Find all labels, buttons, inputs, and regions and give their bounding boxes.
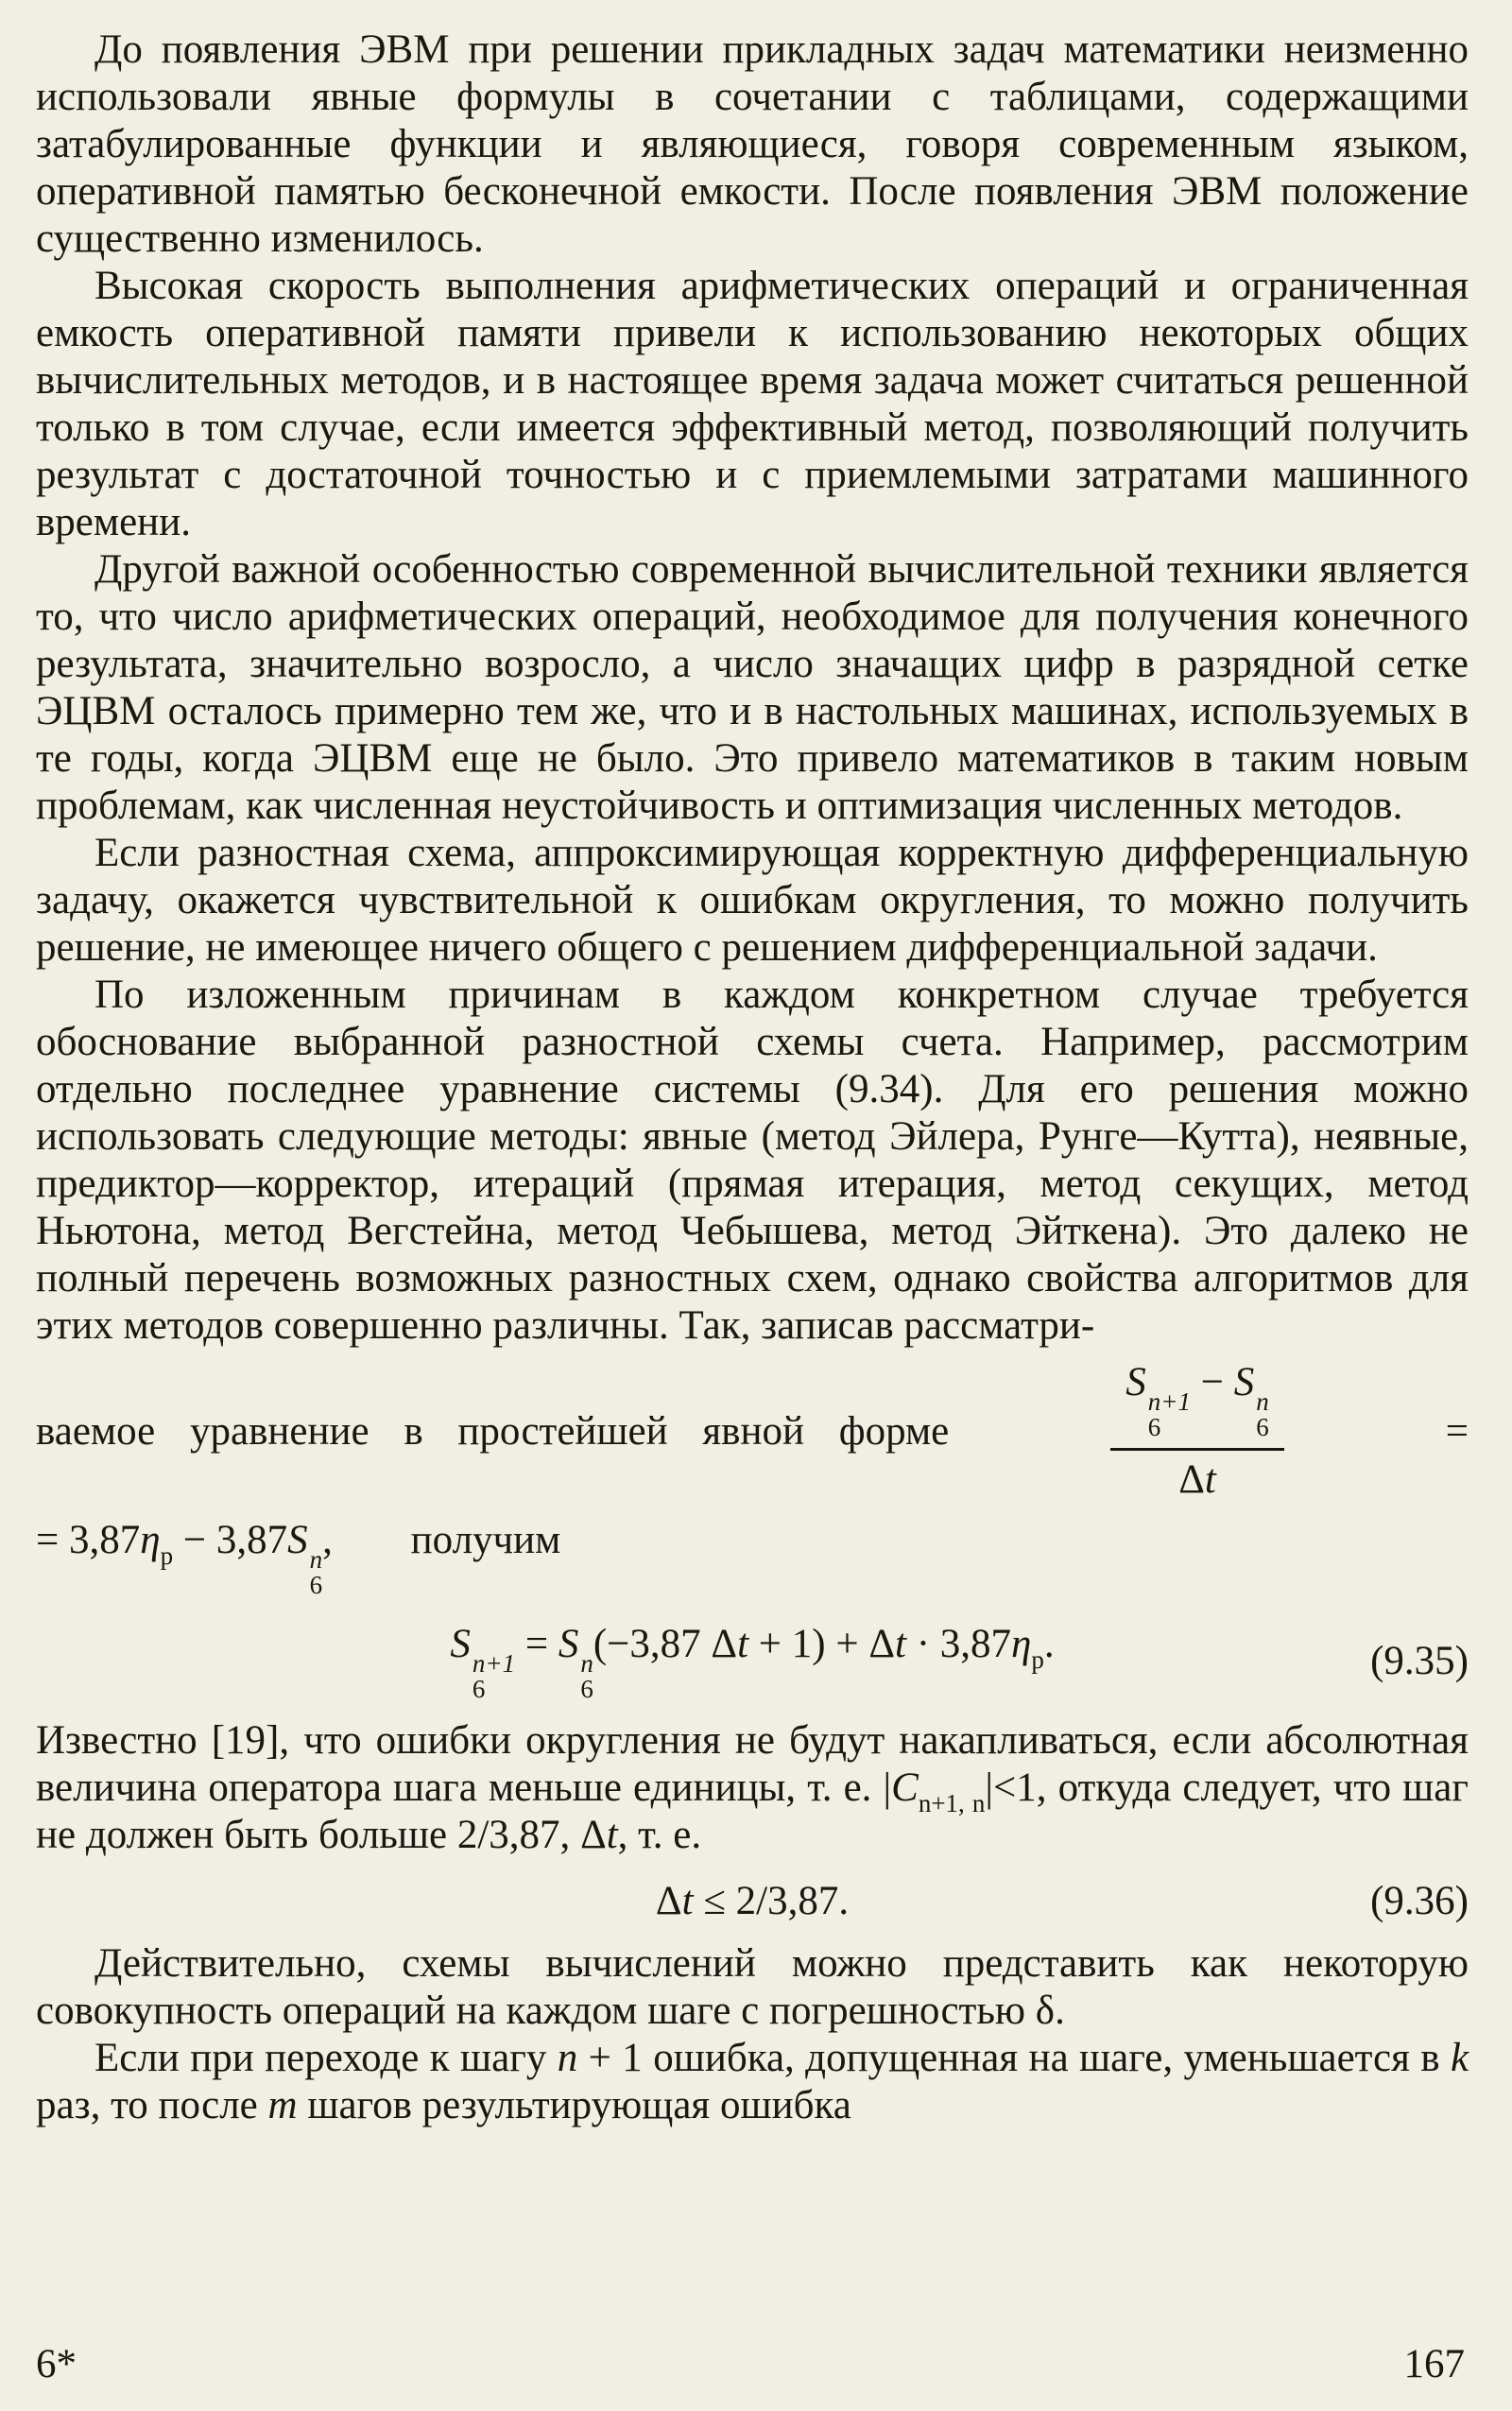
superscript: n — [580, 1649, 593, 1678]
equation-9-35 — [36, 1621, 1469, 1702]
subscript: 6 — [309, 1571, 323, 1599]
var-eta: η — [140, 1518, 161, 1562]
text: , т. е. — [617, 1813, 702, 1857]
paragraph-6 — [36, 1717, 1469, 1859]
inline-math-step-operator — [883, 1765, 1047, 1817]
equation-body — [450, 1622, 1055, 1703]
subscript: p — [160, 1541, 174, 1570]
math-text: = 3,87 — [36, 1518, 141, 1562]
math-text: + 1 — [588, 2036, 643, 2080]
supsub — [580, 1651, 593, 1702]
fraction-denominator — [1178, 1451, 1216, 1504]
superscript: n+1 — [1147, 1387, 1191, 1416]
equation-number: (9.35) — [1370, 1639, 1469, 1683]
subscript: 6 — [472, 1675, 486, 1703]
text: Известно [19], что ошибки округления не будут накапливаться, если абсолютная величина оператора шага меньше единицы, т. е. — [36, 1718, 1469, 1810]
subscript: 6 — [1147, 1413, 1161, 1441]
math-text: + 1) + — [758, 1622, 859, 1666]
var-k: k — [1450, 2036, 1469, 2080]
inline-equation-line — [36, 1359, 1469, 1504]
subscript: p — [1031, 1645, 1044, 1674]
var-t: t — [681, 1879, 694, 1923]
var-eta: η — [1011, 1622, 1032, 1666]
comma: , — [322, 1518, 333, 1562]
subscript: 6 — [1256, 1413, 1269, 1441]
superscript: n+1 — [472, 1649, 516, 1678]
delta-symbol: Δ — [711, 1622, 738, 1666]
var-m: m — [267, 2083, 298, 2127]
var-S: S — [450, 1622, 471, 1666]
supsub — [1256, 1389, 1269, 1440]
superscript: n — [1256, 1387, 1269, 1416]
paragraph-2: Высокая скорость выполнения арифметических операций и ограниченная емкость оперативной памяти привели к использованию некоторых общих вычислительных методов, и в настоящее время задача может считаться решенной только в том случае, если имеется эффективный метод, позволяющий получить результат с достаточной точностью и с приемлемыми затратами машинного времени. — [36, 264, 1469, 544]
inline-math-delta-t — [580, 1813, 701, 1857]
signature-mark: 6* — [36, 2342, 77, 2386]
var-C: C — [891, 1765, 919, 1810]
equation-9-36 — [36, 1878, 1469, 1925]
var-S: S — [558, 1622, 579, 1666]
supsub — [310, 1547, 323, 1598]
equals-sign: = — [524, 1622, 549, 1666]
math-text: − 3,87 — [182, 1518, 288, 1562]
delta-symbol: Δ — [580, 1813, 607, 1857]
var-S: S — [287, 1518, 308, 1562]
equation-number: (9.36) — [1370, 1879, 1469, 1923]
page-number: 167 — [1403, 2342, 1465, 2386]
paragraph-8 — [36, 2035, 1469, 2129]
page-footer — [36, 2341, 1469, 2388]
text: раз, то после — [36, 2083, 258, 2127]
var-t: t — [1204, 1457, 1216, 1502]
paragraph-5: По изложенным причинам в каждом конкретном случае требуется обоснование выбранной разностной схемы счета. Например, рассмотрим отдельно последнее уравнение системы (9.34). Для его решения можно использовать следующие методы: явные (метод Эйлера, Рунге—Кутта), неявные, предиктор—корректор, итераций (прямая итерация, метод секущих, метод Ньютона, метод Вегстейна, метод Чебышева, метод Эйткена). Это далеко не полный перечень возможных разностных схем, однако свойства алгоритмов для этих методов совершенно различны. Так, записав рассматри- — [36, 973, 1469, 1348]
equation-continuation-line — [36, 1517, 1469, 1598]
superscript: n — [309, 1545, 323, 1574]
delta-symbol: Δ — [868, 1622, 896, 1666]
period: . — [1043, 1622, 1055, 1666]
var-t: t — [895, 1622, 906, 1666]
math-text: ≤ 2/3,87. — [703, 1879, 850, 1923]
minus-sign: − — [1200, 1360, 1224, 1404]
subscript: n+1, n — [918, 1789, 986, 1817]
paragraph-7: Действительно, схемы вычислений можно представить как некоторую совокупность операций на каждом шаге с погрешностью δ. — [36, 1941, 1469, 2033]
delta-symbol: Δ — [655, 1879, 682, 1923]
var-S: S — [1125, 1360, 1146, 1404]
var-n: n — [557, 2036, 578, 2080]
bar: | — [883, 1765, 892, 1810]
math-text: · 3,87 — [916, 1622, 1012, 1666]
text: откуда следует, что шаг не должен быть больше 2/3,87, — [36, 1765, 1469, 1857]
bar-and-inequality: |<1, — [985, 1765, 1047, 1810]
fraction-numerator — [1110, 1359, 1284, 1451]
equation-body — [656, 1879, 849, 1923]
delta-symbol: Δ — [1178, 1457, 1205, 1502]
paragraph-4: Если разностная схема, аппроксимирующая корректную дифференциальную задачу, окажется чувствительной к ошибкам округления, то можно получить решение, не имеющее ничего общего с решением дифференциальной задачи. — [36, 831, 1469, 970]
var-t: t — [606, 1813, 618, 1857]
subscript: 6 — [580, 1675, 593, 1703]
supsub — [1148, 1389, 1191, 1440]
math-text: (−3,87 — [593, 1622, 701, 1666]
supsub — [472, 1651, 515, 1702]
equals-sign: = — [1445, 1408, 1469, 1454]
text: Если при переходе к шагу — [94, 2036, 547, 2080]
var-t: t — [737, 1622, 749, 1666]
paragraph-3: Другой важной особенностью современной вычислительной техники является то, что число арифметических операций, необходимое для получения конечного результата, значительно возросло, а число значащих цифр в разрядной сетке ЭЦВМ осталось примерно тем же, что и в настольных машинах, используемых в те годы, когда ЭЦВМ еще не было. Это привело математиков в таким новым проблемам, как численная неустойчивость и оптимизация численных методов. — [36, 547, 1469, 828]
inline-equation-lead-text: ваемое уравнение в простейшей явной форме — [36, 1408, 950, 1454]
paragraph-1: До появления ЭВМ при решении прикладных задач математики неизменно использовали явные формулы в сочетании с таблицами, содержащими затабулированные функции и являющиеся, говоря современным языком, оперативной памятью бесконечной емкости. После появления ЭВМ положение существенно изменилось. — [36, 27, 1469, 261]
text: получим — [410, 1518, 561, 1562]
fraction — [1110, 1359, 1284, 1504]
text: шагов результирующая ошибка — [307, 2083, 851, 2127]
text: ошибка, допущенная на шаге, уменьшается в — [653, 2036, 1440, 2080]
var-S: S — [1233, 1360, 1255, 1404]
